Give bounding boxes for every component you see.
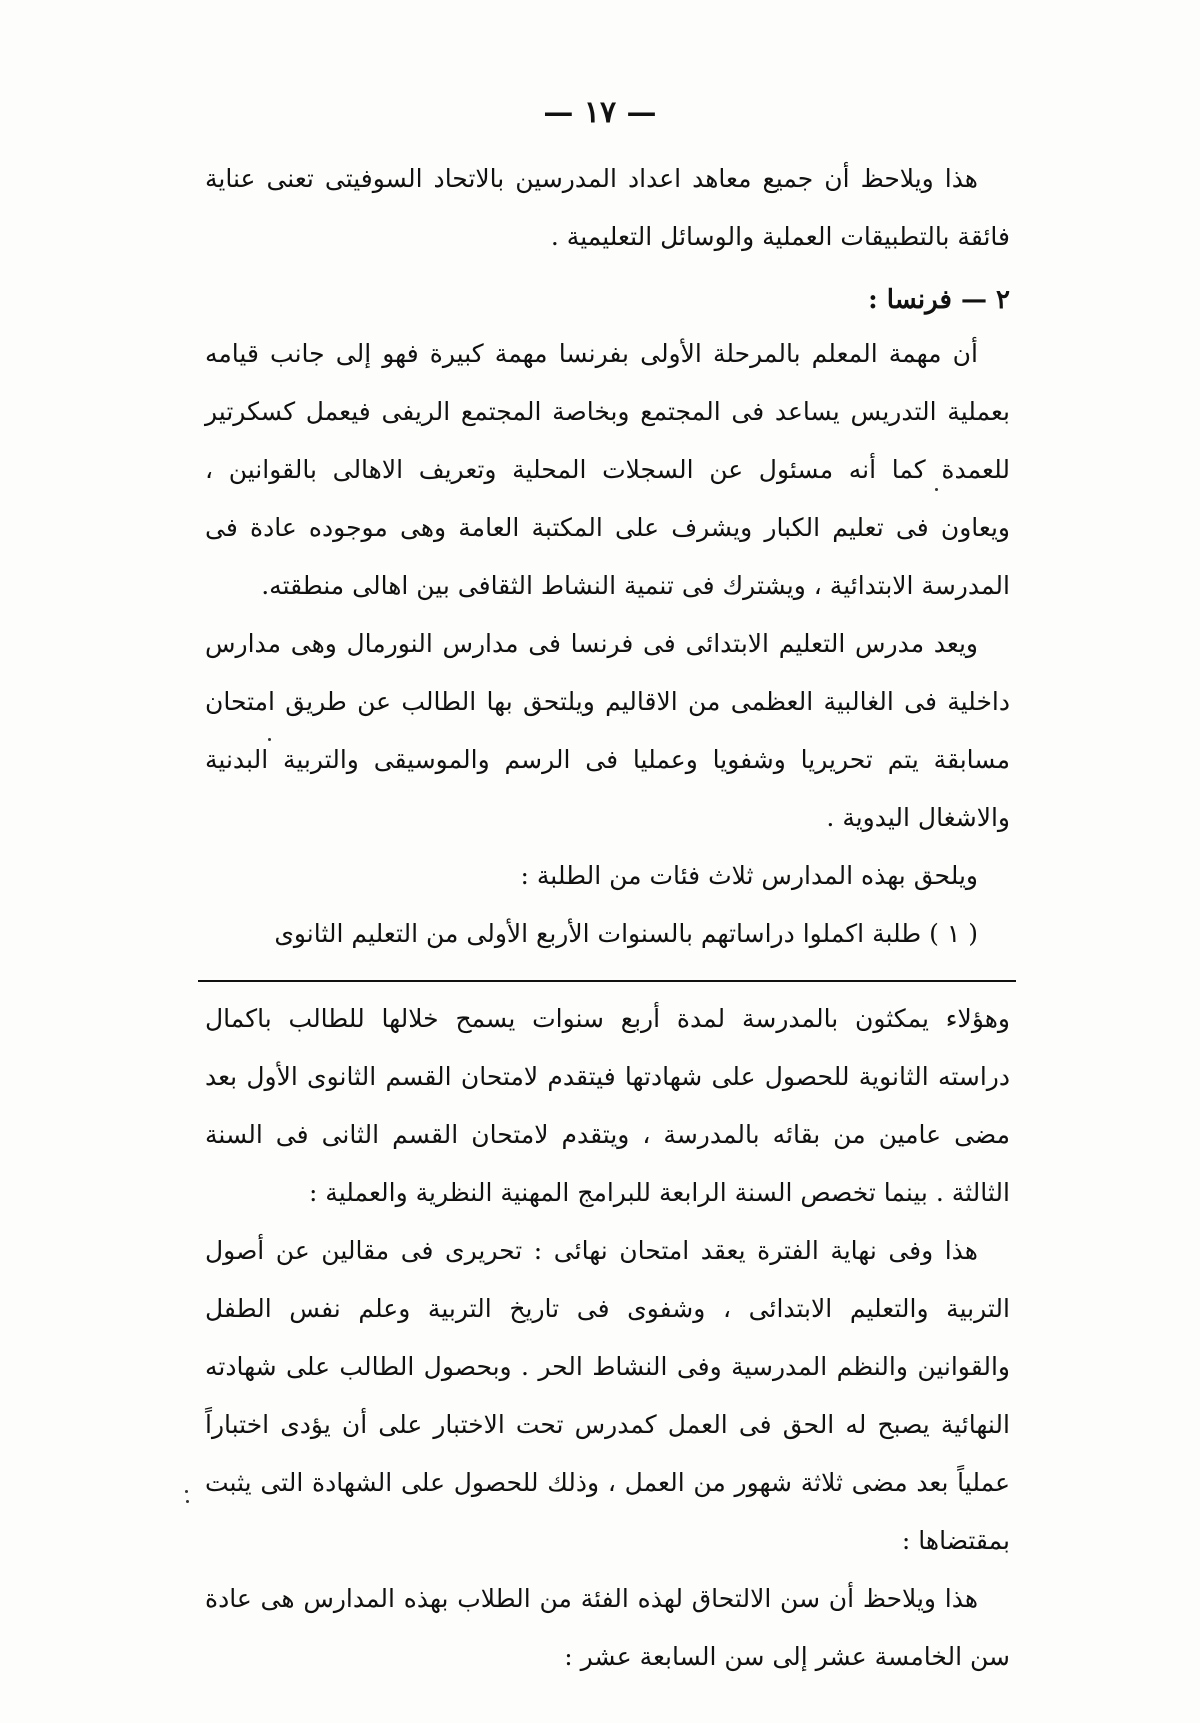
paragraph-final-exam: هذا وفى نهاية الفترة يعقد امتحان نهائى : تحريرى فى مقالين عن أصول التربية والتعليم الابتدائى ، وشفوى فى تاريخ التربية وعلم نفس الطفل والقوانين والنظم المدرسية وفى النشاط الحر . وبحصول الطالب على شهادته النهائية يصبح له الحق فى العمل كمدرس تحت الاختبار على أن يؤدى اختباراً عملياً بعد مضى ثلاثة شهور من العمل ، وذلك للحصول على الشهادة التى يثبت بمقتضاها :	[205, 1236, 1010, 1555]
paragraph-study-duration: وهؤلاء يمكثون بالمدرسة لمدة أربع سنوات يسمح خلالها للطالب باكمال دراسته الثانوية للحصول على شهادتها فيتقدم لامتحان القسم الثانوى الأول بعد مضى عامين من بقائه بالمدرسة ، ويتقدم لامتحان القسم الثانى فى السنة الثالثة . بينما تخصص السنة الرابعة للبرامج المهنية النظرية والعملية :	[205, 1004, 1010, 1207]
paragraph-soviet-note: هذا ويلاحظ أن جميع معاهد اعداد المدرسين بالاتحاد السوفيتى تعنى عناية فائقة بالتطبيقات العملية والوسائل التعليمية .	[205, 164, 1010, 251]
page-divider-line	[198, 980, 1016, 982]
paragraph-normal-schools: ويعد مدرس التعليم الابتدائى فى فرنسا فى مدارس النورمال وهى مدارس داخلية فى الغالبية العظمى من الاقاليم ويلتحق بها الطالب عن طريق امتحان مسابقة يتم تحريريا وشفويا وعمليا فى الرسم والموسيقى والتربية البدنية والاشغال اليدوية .	[205, 629, 1010, 832]
scan-speck	[186, 1500, 189, 1503]
scan-speck	[268, 738, 271, 741]
paragraph-student-categories: ويلحق بهذه المدارس ثلاث فئات من الطلبة :	[520, 861, 978, 890]
paragraph-category-one: ( ١ ) طلبة اكملوا دراساتهم بالسنوات الأربع الأولى من التعليم الثانوى	[274, 919, 978, 948]
scan-speck	[935, 488, 938, 491]
page-number: — ١٧ —	[543, 95, 657, 130]
continuation-section	[205, 990, 1010, 1686]
intro-section	[205, 150, 1010, 266]
section-heading-france: ٢ — فرنسا :	[868, 285, 1010, 315]
paragraph-teacher-role: أن مهمة المعلم بالمرحلة الأولى بفرنسا مهمة كبيرة فهو إلى جانب قيامه بعملية التدريس يساعد فى المجتمع وبخاصة المجتمع الريفى فيعمل كسكرتير للعمدة كما أنه مسئول عن السجلات المحلية وتعريف الاهالى بالقوانين ، ويعاون فى تعليم الكبار ويشرف على المكتبة العامة وهى موجوده عادة فى المدرسة الابتدائية ، ويشترك فى تنمية النشاط الثقافى بين اهالى منطقته.	[205, 339, 1010, 600]
scan-speck	[185, 1490, 188, 1493]
paragraph-admission-age: هذا ويلاحظ أن سن الالتحاق لهذه الفئة من الطلاب بهذه المدارس هى عادة سن الخامسة عشر إلى سن السابعة عشر :	[205, 1584, 1010, 1671]
france-section	[205, 325, 1010, 963]
